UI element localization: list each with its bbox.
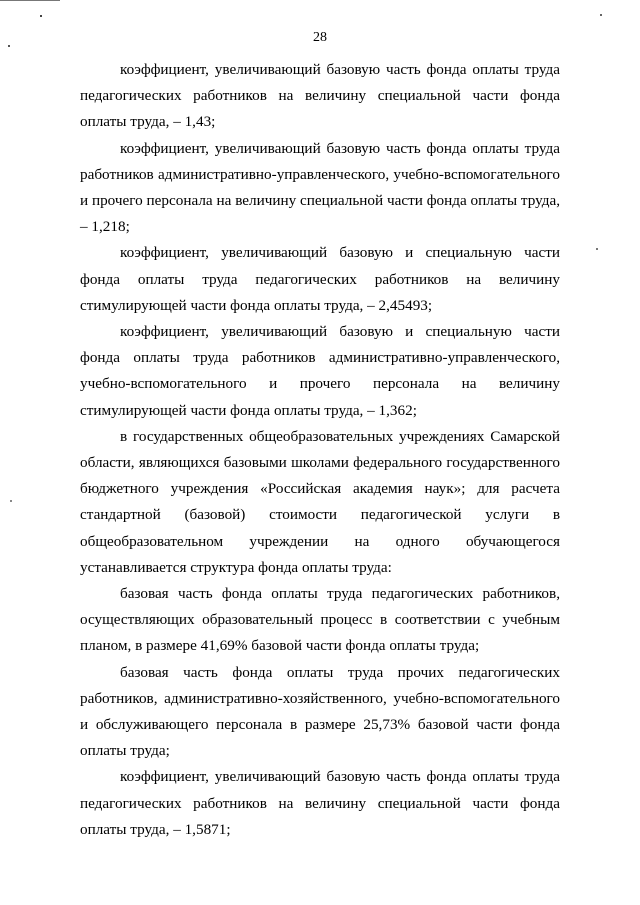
paragraph: базовая часть фонда оплаты труда педагогических работников, осуществляющих образовательный процесс в соответствии с учебным планом, в размере 41,69% базовой части фонда оплаты труда; [80,585,560,655]
scan-edge-mark [0,0,60,1]
paragraph: коэффициент, увеличивающий базовую часть фонда оплаты труда педагогических работников на величину специальной части фонда оплаты труда, – 1,43; [80,61,560,131]
scan-speck [596,248,598,250]
paragraph: коэффициент, увеличивающий базовую часть фонда оплаты труда работников административно-управленческого, учебно-вспомогательного и прочего персонала на величину специальной части фонда оплаты труда, – 1,218; [80,139,560,236]
scan-speck [600,14,602,16]
paragraph: коэффициент, увеличивающий базовую и специальную части фонда оплаты труда педагогических работников на величину стимулирующей части фонда оплаты труда, – 2,45493; [80,244,560,314]
scan-speck [40,15,42,17]
scan-speck [10,500,12,502]
paragraph: коэффициент, увеличивающий базовую часть фонда оплаты труда педагогических работников на величину специальной части фонда оплаты труда, – 1,5871; [80,768,560,838]
paragraph: в государственных общеобразовательных учреждениях Самарской области, являющихся базовыми школами федерального государственного бюджетного учреждения «Российская академия наук»; для расчета стандартной (базовой) стоимости педагогической услуги в общеобразовательном учреждении на одного обучающегося устанавливается структура фонда оплаты труда: [80,427,560,576]
document-body [80,57,560,843]
paragraph: коэффициент, увеличивающий базовую и специальную части фонда оплаты труда работников административно-управленческого, учебно-вспомогательного и прочего персонала на величину стимулирующей части фонда оплаты труда, – 1,362; [80,323,560,419]
page-number: 28 [313,30,327,45]
paragraph: базовая часть фонда оплаты труда прочих педагогических работников, административно-хозяйственного, учебно-вспомогательного и обслуживающего персонала в размере 25,73% базовой части фонда оплаты труда; [80,663,560,760]
